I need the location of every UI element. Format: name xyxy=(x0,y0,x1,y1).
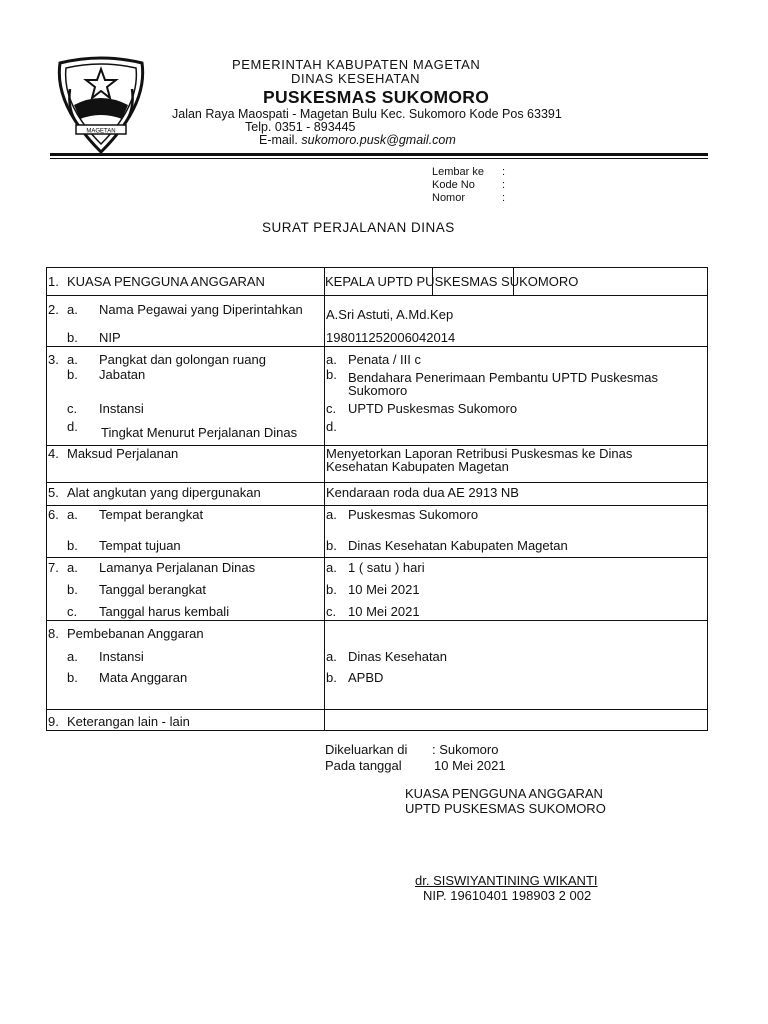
row9-label: Keterangan lain - lain xyxy=(67,714,190,729)
magetan-regency-emblem xyxy=(52,55,150,155)
meta-nomor-label: Nomor xyxy=(432,192,466,204)
row9-number: 9. xyxy=(48,714,59,729)
row7-a-letter: a. xyxy=(67,560,78,575)
row4-label: Maksud Perjalanan xyxy=(67,446,179,461)
row1-value: KEPALA UPTD PUSKESMAS SUKOMORO xyxy=(325,274,579,289)
row3-a-mark: a. xyxy=(326,352,337,367)
letterhead-rule-thick xyxy=(50,153,708,156)
row3-d-label: Tingkat Menurut Perjalanan Dinas xyxy=(101,425,298,440)
row7-b-mark: b. xyxy=(326,582,337,597)
row6-b-label: Tempat tujuan xyxy=(99,538,181,553)
row3-c-letter: c. xyxy=(67,401,78,416)
row3-number: 3. xyxy=(48,352,59,367)
row3-b-value-line2: Sukomoro xyxy=(348,383,408,398)
row6-b-letter: b. xyxy=(67,538,78,553)
row7-a-mark: a. xyxy=(326,560,337,575)
row6-a-value: Puskesmas Sukomoro xyxy=(348,507,479,522)
signer-nip: NIP. 19610401 198903 2 002 xyxy=(423,888,592,903)
travel-order-table xyxy=(46,267,708,731)
issued-date-label: Pada tanggal xyxy=(325,758,402,773)
row5-number: 5. xyxy=(48,485,59,500)
row3-a-letter: a. xyxy=(67,352,78,367)
meta-nomor-colon: : xyxy=(502,192,506,204)
row5-label: Alat angkutan yang dipergunakan xyxy=(67,485,261,500)
row2-a-label: Nama Pegawai yang Diperintahkan xyxy=(99,302,303,317)
row8-a-letter: a. xyxy=(67,649,78,664)
row3-d-mark: d. xyxy=(326,419,337,434)
row2-b-value: 198011252006042014 xyxy=(326,330,456,345)
row7-b-letter: b. xyxy=(67,582,78,597)
row7-c-label: Tanggal harus kembali xyxy=(99,604,230,619)
row8-a-mark: a. xyxy=(326,649,337,664)
row7-c-mark: c. xyxy=(326,604,337,619)
row6-a-label: Tempat berangkat xyxy=(99,507,204,522)
address-line: Jalan Raya Maospati - Magetan Bulu Kec. Sukomoro Kode Pos 63391 xyxy=(172,107,562,121)
document-title: SURAT PERJALANAN DINAS xyxy=(262,220,455,235)
row2-number: 2. xyxy=(48,302,59,317)
institution-name: PUSKESMAS SUKOMORO xyxy=(263,87,490,107)
row4-number: 4. xyxy=(48,446,59,461)
row6-a-mark: a. xyxy=(326,507,337,522)
row6-b-value: Dinas Kesehatan Kabupaten Magetan xyxy=(348,538,568,553)
row1-number: 1. xyxy=(48,274,59,289)
row3-c-value: UPTD Puskesmas Sukomoro xyxy=(348,401,518,416)
row8-number: 8. xyxy=(48,626,59,641)
row8-label: Pembebanan Anggaran xyxy=(67,626,204,641)
row8-a-value: Dinas Kesehatan xyxy=(348,649,448,664)
meta-kode-label: Kode No xyxy=(432,179,475,191)
row8-b-label: Mata Anggaran xyxy=(99,670,188,685)
row2-a-letter: a. xyxy=(67,302,78,317)
signer-name: dr. SISWIYANTINING WIKANTI xyxy=(415,873,598,888)
row6-number: 6. xyxy=(48,507,59,522)
email-address: sukomoro.pusk@gmail.com xyxy=(301,133,456,147)
row7-a-value: 1 ( satu ) hari xyxy=(348,560,425,575)
row4-value-line1: Menyetorkan Laporan Retribusi Puskesmas ke Dinas xyxy=(326,446,633,461)
row3-d-letter: d. xyxy=(67,419,78,434)
phone-line: Telp. 0351 - 893445 xyxy=(245,120,356,134)
row7-number: 7. xyxy=(48,560,59,575)
row7-b-label: Tanggal berangkat xyxy=(99,582,206,597)
issued-date-value: 10 Mei 2021 xyxy=(434,758,506,773)
email-line xyxy=(259,133,456,147)
row4-value-line2: Kesehatan Kabupaten Magetan xyxy=(326,459,509,474)
row3-b-mark: b. xyxy=(326,367,337,382)
row3-b-label: Jabatan xyxy=(99,367,146,382)
row2-a-value: A.Sri Astuti, A.Md.Kep xyxy=(326,307,454,322)
row7-b-value: 10 Mei 2021 xyxy=(348,582,420,597)
government-name: PEMERINTAH KABUPATEN MAGETAN xyxy=(232,57,481,72)
meta-lembar-label: Lembar ke xyxy=(432,166,484,178)
row8-a-label: Instansi xyxy=(99,649,144,664)
row7-a-label: Lamanya Perjalanan Dinas xyxy=(99,560,256,575)
email-label: E-mail. xyxy=(259,133,298,147)
issued-at-label: Dikeluarkan di xyxy=(325,742,408,757)
row3-a-value: Penata / III c xyxy=(348,352,421,367)
meta-kode-colon: : xyxy=(502,179,506,191)
signer-role-line2: UPTD PUSKESMAS SUKOMORO xyxy=(405,801,606,816)
row8-b-value: APBD xyxy=(348,670,384,685)
row8-b-mark: b. xyxy=(326,670,337,685)
row1-label: KUASA PENGGUNA ANGGARAN xyxy=(67,274,265,289)
signer-role-line1: KUASA PENGGUNA ANGGARAN xyxy=(405,786,603,801)
row2-b-label: NIP xyxy=(99,330,121,345)
row3-a-label: Pangkat dan golongan ruang xyxy=(99,352,266,367)
meta-lembar-colon: : xyxy=(502,166,506,178)
row3-c-mark: c. xyxy=(326,401,337,416)
row8-b-letter: b. xyxy=(67,670,78,685)
row3-b-letter: b. xyxy=(67,367,78,382)
emblem-text: MAGETAN xyxy=(86,128,116,135)
letterhead-rule-thin xyxy=(50,158,708,159)
row2-b-letter: b. xyxy=(67,330,78,345)
row7-c-letter: c. xyxy=(67,604,78,619)
row6-a-letter: a. xyxy=(67,507,78,522)
row5-value: Kendaraan roda dua AE 2913 NB xyxy=(326,485,519,500)
department-name: DINAS KESEHATAN xyxy=(291,71,421,86)
issued-at-value: : Sukomoro xyxy=(432,742,499,757)
row7-c-value: 10 Mei 2021 xyxy=(348,604,420,619)
row6-b-mark: b. xyxy=(326,538,337,553)
row3-b-value-line1: Bendahara Penerimaan Pembantu UPTD Puskesmas xyxy=(348,370,658,385)
row3-c-label: Instansi xyxy=(99,401,144,416)
